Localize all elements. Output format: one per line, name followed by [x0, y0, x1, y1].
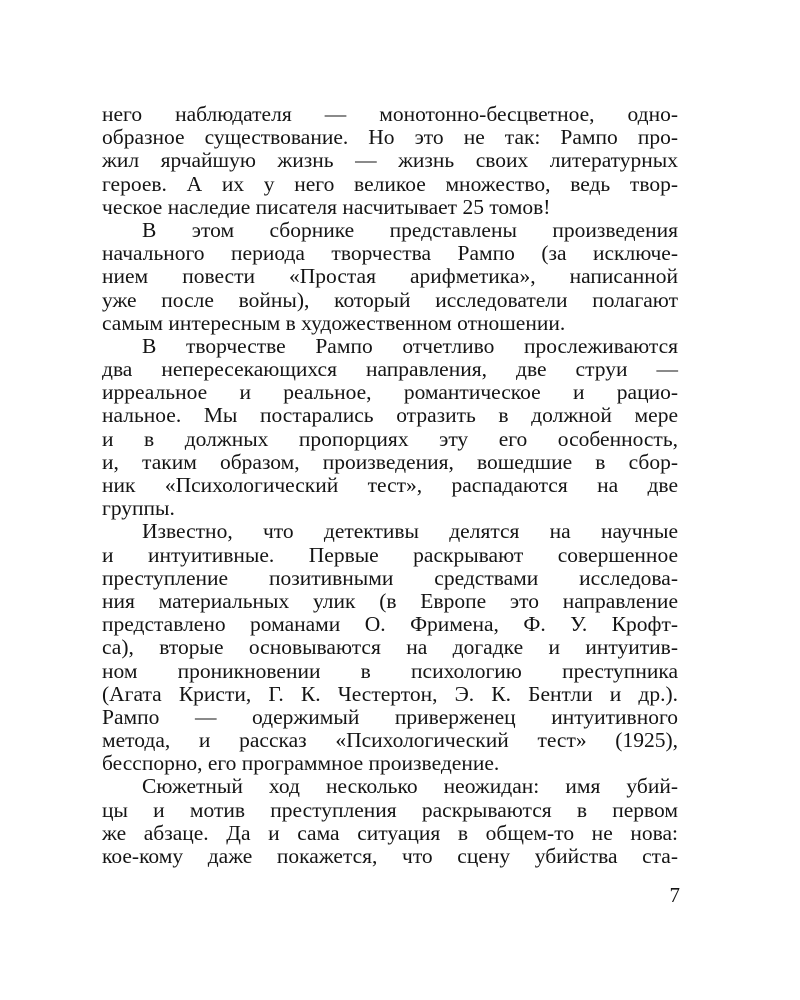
text-line: уже после войны), который исследователи полагают [102, 287, 678, 312]
text-line: цы и мотив преступления раскрываются в первом [102, 797, 678, 822]
text-line: и интуитивные. Первые раскрывают совершенное [102, 542, 678, 567]
page-number: 7 [669, 883, 680, 907]
text-line: В творчестве Рампо отчетливо прослеживаются [142, 333, 678, 358]
text-line: же абзаце. Да и сама ситуация в общем-то не нова: [102, 820, 678, 845]
text-line: Известно, что детективы делятся на научные [142, 519, 678, 544]
text-line: кое-кому даже покажется, что сцену убийства ста- [102, 844, 678, 868]
text-line: ния материальных улик (в Европе это направление [102, 588, 678, 613]
text-line: бесспорно, его программное произведение. [102, 751, 500, 776]
text-line: представлено романами О. Фримена, Ф. У. Крофт- [102, 612, 678, 637]
text-line: и, таким образом, произведения, вошедшие в сбор- [102, 449, 678, 474]
text-line: него наблюдателя — монотонно-бесцветное, одно- [102, 102, 678, 126]
text-line: метода, и рассказ «Психологический тест» (1925), [102, 728, 678, 753]
text-line: ник «Психологический тест», распадаются на две [102, 473, 678, 497]
text-line: ирреальное и реальное, романтическое и рацио- [102, 380, 678, 405]
paragraph [102, 219, 678, 335]
text-line: нием повести «Простая арифметика», написанной [102, 264, 678, 289]
text-line: ном проникновении в психологию преступника [102, 658, 678, 683]
text-line: и в должных пропорциях эту его особенность, [102, 426, 678, 451]
text-line: Рампо — одержимый приверженец интуитивного [102, 704, 678, 729]
text-line: В этом сборнике представлены произведения [142, 217, 678, 242]
text-line: образное существование. Но это не так: Рампо про- [102, 125, 678, 150]
paragraph [102, 520, 678, 775]
text-line: самым интересным в художественном отношении. [102, 310, 566, 335]
text-line: са), вторые основываются на догадке и интуитив- [102, 635, 678, 660]
text-line: Сюжетный ход несколько неожидан: имя убий- [142, 774, 678, 799]
text-line: преступление позитивными средствами исследова- [102, 565, 678, 590]
text-line: начального периода творчества Рампо (за исключе- [102, 241, 678, 266]
paragraph [102, 335, 678, 521]
text-line: (Агата Кристи, Г. К. Честертон, Э. К. Бентли и др.). [102, 681, 678, 706]
paragraph [102, 103, 678, 219]
text-line: жил ярчайшую жизнь — жизнь своих литературных [102, 148, 678, 173]
body-text [102, 103, 678, 868]
text-line: группы. [102, 496, 175, 521]
text-line: два непересекающихся направления, две струи — [102, 357, 678, 382]
text-line: ческое наследие писателя насчитывает 25 томов! [102, 194, 551, 219]
text-line: героев. А их у него великое множество, ведь твор- [102, 171, 678, 196]
text-line: нальное. Мы постарались отразить в должной мере [102, 403, 678, 428]
paragraph [102, 775, 678, 868]
